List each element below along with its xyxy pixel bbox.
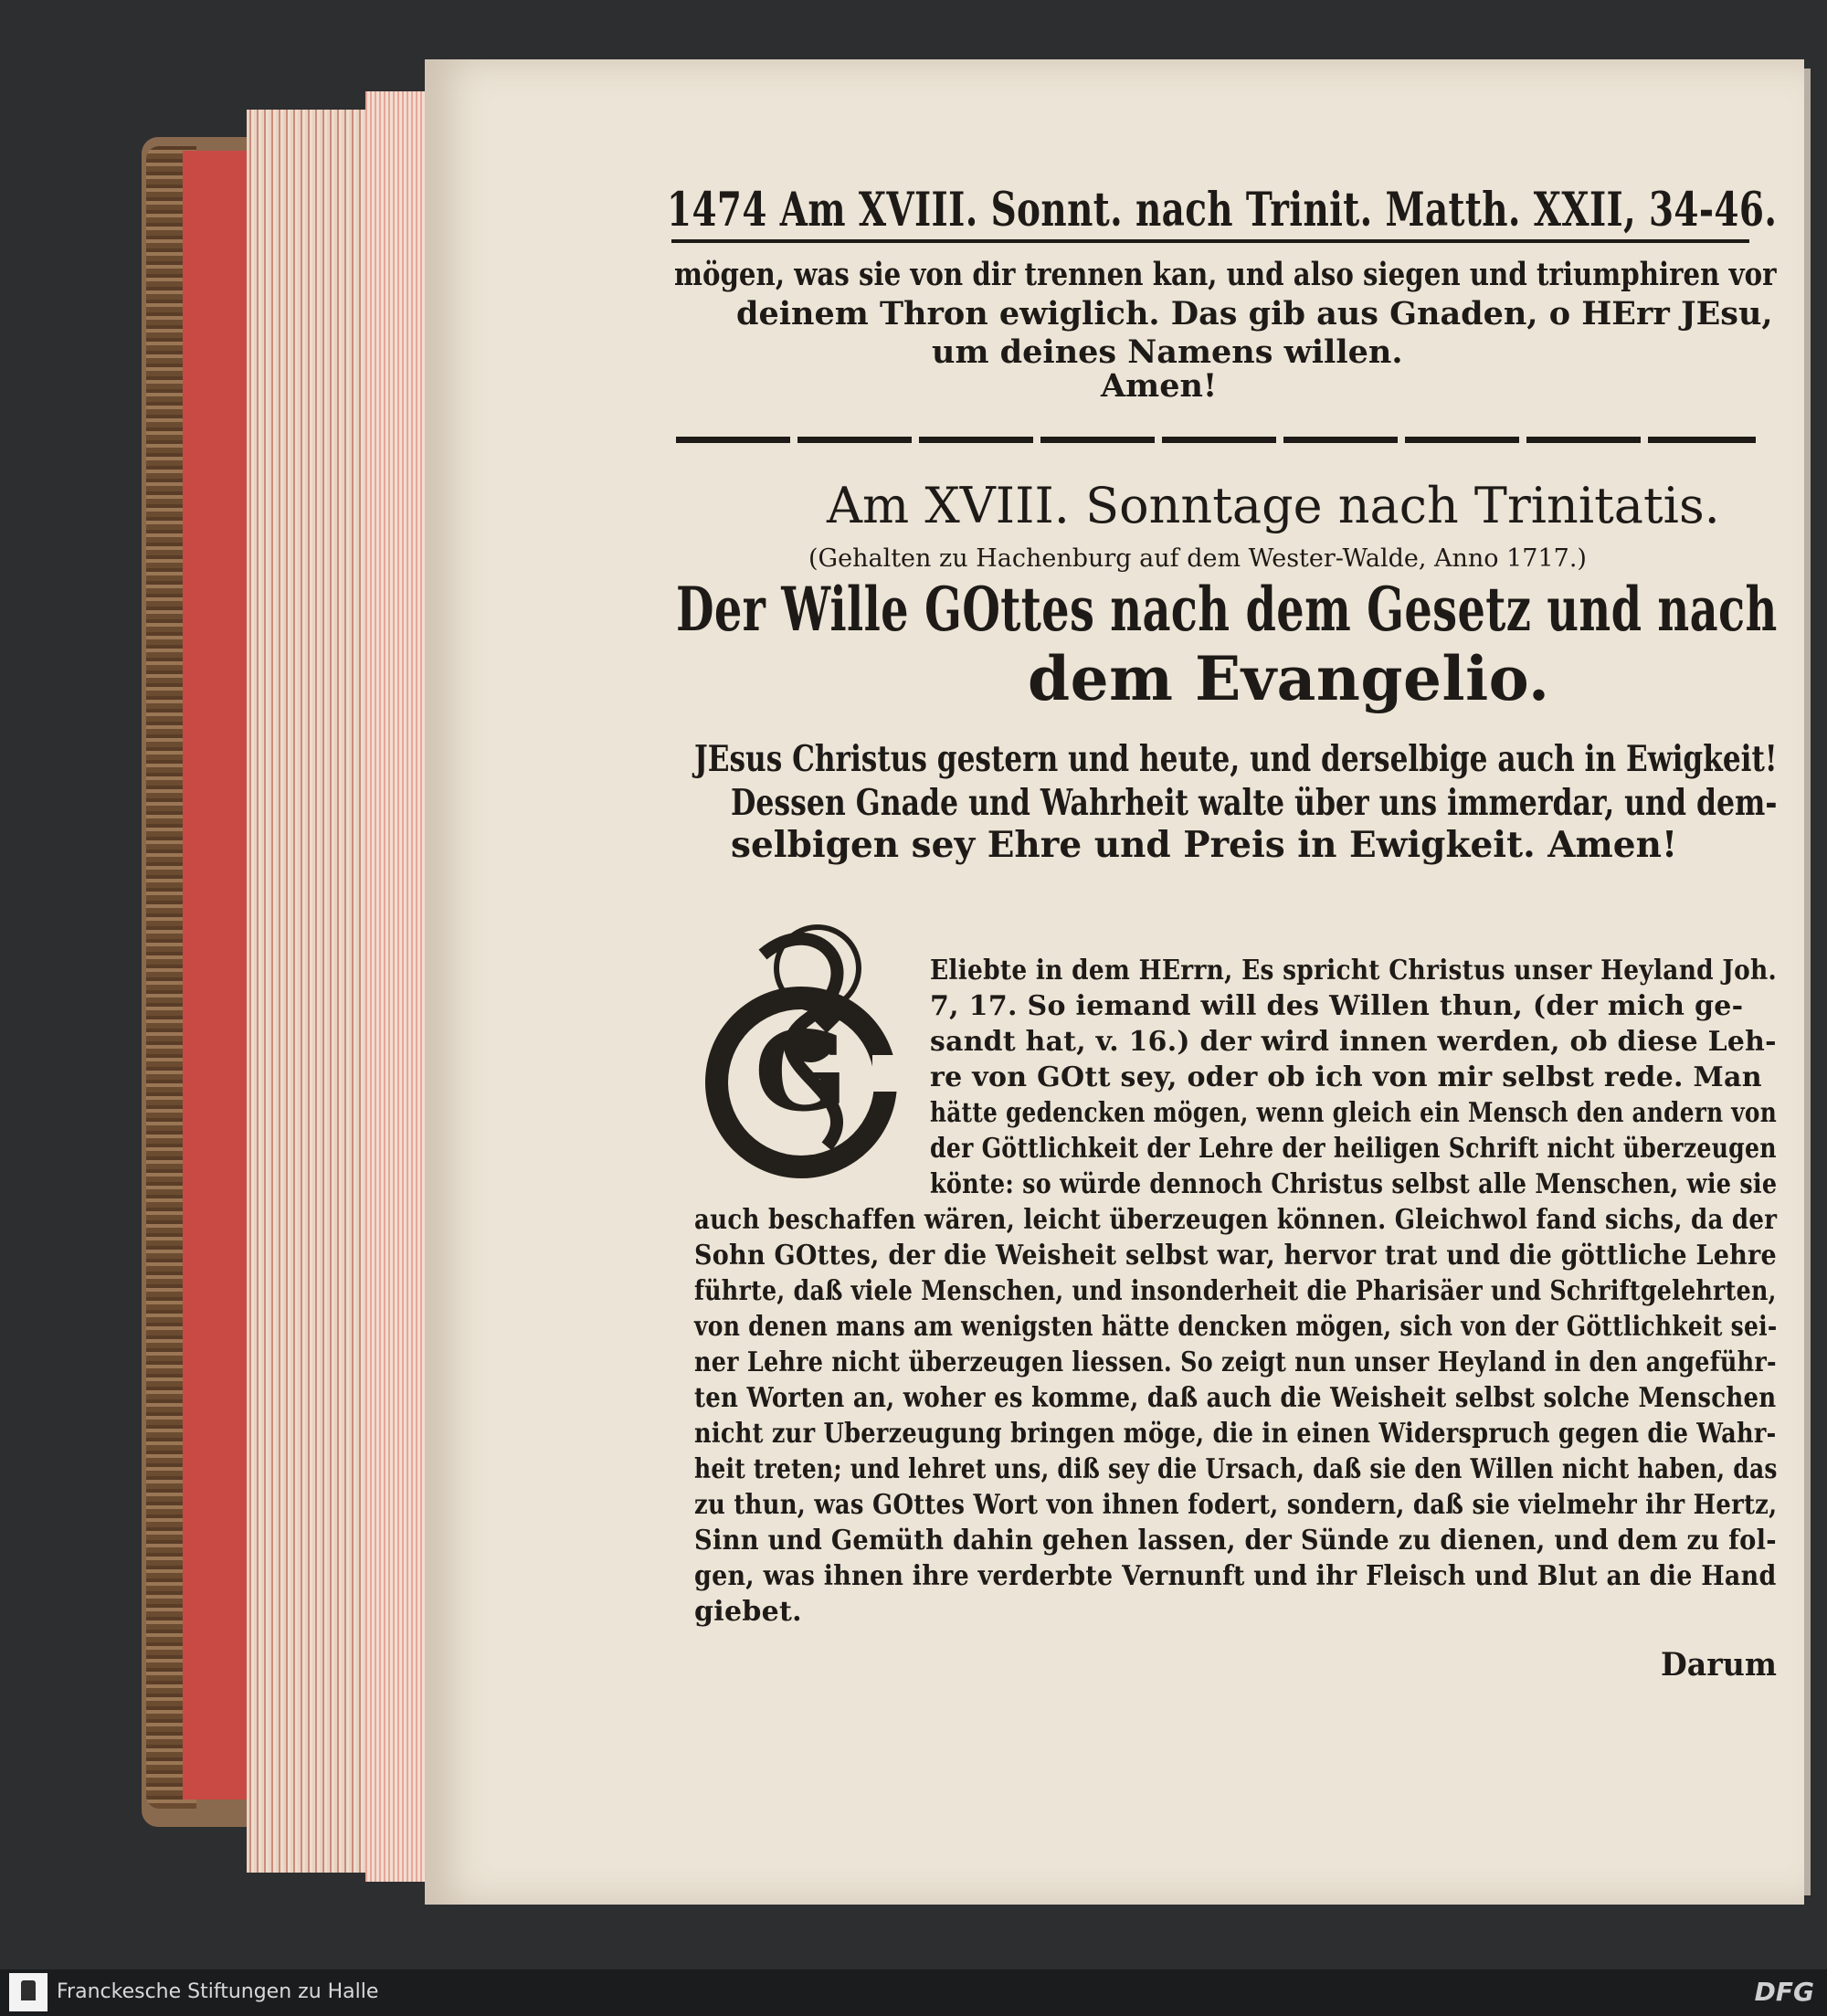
initial-letter: G: [754, 1008, 849, 1136]
body-line-12: ner Lehre nicht überzeugen liessen. So zeigt nun unser Heyland in den angeführ-: [694, 1346, 1777, 1378]
body-line-14: nicht zur Uberzeugung bringen möge, die in einen Widerspruch gegen die Wahr-: [694, 1418, 1777, 1450]
continuation-line-1: mögen, was sie von dir trennen kan, und also siegen und triumphiren vor: [674, 256, 1777, 293]
section-title: Am XVIII. Sonntage nach Trinitatis.: [827, 477, 1720, 534]
body-line-7: könte: so würde dennoch Christus selbst alle Menschen, wie sie: [930, 1168, 1778, 1200]
body-line-3: sandt hat, v. 16.) der wird innen werden, ob diese Leh-: [930, 1026, 1777, 1058]
red-page-edge: [183, 151, 247, 1800]
blessing-line-1: JEsus Christus gestern und heute, und derselbige auch in Ewigkeit!: [694, 738, 1778, 780]
body-line-19: giebet.: [694, 1596, 802, 1628]
running-head: 1474 Am XVIII. Sonnt. nach Trinit. Matth. XXII, 34-46.: [667, 183, 1778, 237]
header-rule: [671, 239, 1749, 243]
body-line-6: der Göttlichkeit der Lehre der heiligen Schrift nicht überzeugen: [930, 1133, 1777, 1165]
body-line-2: 7, 17. So iemand will des Willen thun, (der mich ge-: [930, 990, 1744, 1022]
continuation-line-4: Amen!: [1101, 367, 1218, 405]
body-line-17: Sinn und Gemüth dahin gehen lassen, der Sünde zu dienen, und dem zu fol-: [694, 1525, 1777, 1557]
institution-logo-icon: [9, 1973, 48, 2011]
institution-name: Franckesche Stiftungen zu Halle: [57, 1980, 379, 2003]
main-heading-line-1: Der Wille GOttes nach dem Gesetz und nach: [676, 574, 1778, 645]
section-divider: [676, 437, 1756, 443]
blessing-line-3: selbigen sey Ehre und Preis in Ewigkeit. Amen!: [731, 824, 1678, 866]
body-line-15: heit treten; und lehret uns, diß sey die Ursach, daß sie den Willen nicht haben, das: [694, 1453, 1778, 1485]
body-line-18: gen, was ihnen ihre verderbte Vernunft und ihr Fleisch und Blut an die Hand: [694, 1560, 1777, 1592]
body-line-4: re von GOtt sey, oder ob ich von mir selbst rede. Man: [930, 1061, 1762, 1093]
body-line-11: von denen mans am wenigsten hätte dencken mögen, sich von der Göttlichkeit sei-: [694, 1311, 1778, 1343]
body-line-16: zu thun, was GOttes Wort von ihnen fodert, sondern, daß sie vielmehr ihr Hertz,: [694, 1489, 1778, 1521]
held-note: (Gehalten zu Hachenburg auf dem Wester-Walde, Anno 1717.): [808, 544, 1587, 573]
page-stack-inner: [365, 91, 425, 1882]
viewer-footer: [0, 1969, 1827, 2016]
body-line-10: führte, daß viele Menschen, und insonderheit die Pharisäer und Schriftgelehrten,: [694, 1275, 1777, 1307]
decorated-initial: [690, 918, 914, 1183]
main-heading-line-2: dem Evangelio.: [1028, 643, 1550, 714]
blessing-line-2: Dessen Gnade und Wahrheit walte über uns immerdar, und dem-: [731, 782, 1778, 824]
body-line-5: hätte gedencken mögen, wenn gleich ein Mensch den andern von: [930, 1097, 1778, 1129]
continuation-line-2: deinem Thron ewiglich. Das gib aus Gnaden, o HErr JEsu,: [736, 295, 1773, 332]
catchword: Darum: [1661, 1646, 1777, 1684]
continuation-line-3: um deines Namens willen.: [932, 333, 1403, 371]
body-line-8: auch beschaffen wären, leicht überzeugen können. Gleichwol fand sichs, da der: [694, 1204, 1778, 1236]
body-line-1: Eliebte in dem HErrn, Es spricht Christus unser Heyland Joh.: [930, 955, 1778, 987]
body-line-9: Sohn GOttes, der die Weisheit selbst war, hervor trat und die göttliche Lehre: [694, 1240, 1778, 1272]
dfg-logo: DFG: [1754, 1977, 1814, 2007]
body-line-13: ten Worten an, woher es komme, daß auch die Weisheit selbst solche Menschen: [694, 1382, 1777, 1414]
